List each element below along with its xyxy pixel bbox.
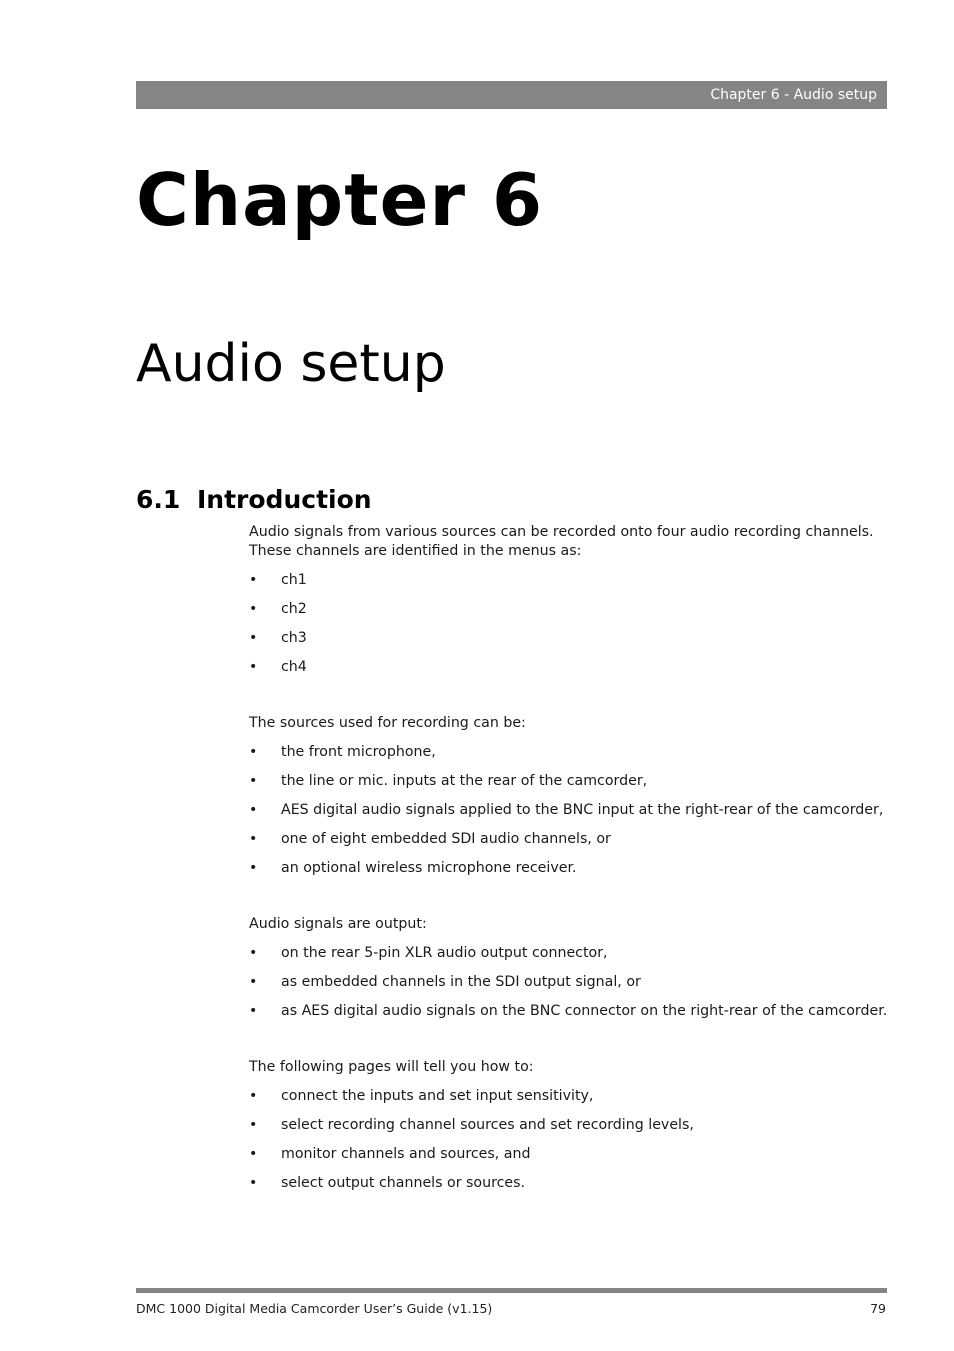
list-item: • connect the inputs and set input sensitivity, bbox=[249, 1088, 594, 1104]
bullet-icon: • bbox=[249, 1146, 258, 1162]
bullet-icon: • bbox=[249, 974, 258, 990]
list-item: • an optional wireless microphone receiver. bbox=[249, 860, 577, 876]
list-item: • as embedded channels in the SDI output signal, or bbox=[249, 974, 641, 990]
bullet-icon: • bbox=[249, 802, 258, 818]
list-item: • the front microphone, bbox=[249, 744, 436, 760]
list-item: • AES digital audio signals applied to the BNC input at the right-rear of the camcorder, bbox=[249, 802, 884, 818]
chapter-subtitle: Audio setup bbox=[136, 334, 446, 394]
paragraph: Audio signals are output: bbox=[249, 916, 427, 932]
bullet-icon: • bbox=[249, 1003, 258, 1019]
bullet-icon: • bbox=[249, 744, 258, 760]
section-body bbox=[249, 523, 889, 1193]
paragraph: Audio signals from various sources can be recorded onto four audio recording channels. These channels are identified in the menus as: bbox=[249, 524, 874, 559]
list-item: • the line or mic. inputs at the rear of the camcorder, bbox=[249, 773, 648, 789]
bullet-icon: • bbox=[249, 831, 258, 847]
list-item: • one of eight embedded SDI audio channels, or bbox=[249, 831, 611, 847]
list-item: • monitor channels and sources, and bbox=[249, 1146, 531, 1162]
bullet-icon: • bbox=[249, 572, 258, 588]
section-number: 6.1 bbox=[136, 485, 181, 514]
footer-rule bbox=[136, 1288, 887, 1293]
bullet-icon: • bbox=[249, 945, 258, 961]
chapter-title: Chapter 6 bbox=[136, 158, 544, 242]
bullet-icon: • bbox=[249, 773, 258, 789]
running-header-bar bbox=[136, 81, 887, 109]
bullet-list bbox=[249, 944, 889, 1021]
section-title: Introduction bbox=[197, 485, 372, 514]
list-item: • select recording channel sources and set recording levels, bbox=[249, 1117, 694, 1133]
section-heading bbox=[136, 485, 372, 514]
paragraph: The following pages will tell you how to: bbox=[249, 1059, 534, 1075]
bullet-icon: • bbox=[249, 1088, 258, 1104]
paragraph: The sources used for recording can be: bbox=[249, 715, 526, 731]
bullet-icon: • bbox=[249, 601, 258, 617]
bullet-icon: • bbox=[249, 1117, 258, 1133]
list-item: • on the rear 5-pin XLR audio output connector, bbox=[249, 945, 608, 961]
list-item: • ch3 bbox=[249, 630, 307, 646]
list-item: • select output channels or sources. bbox=[249, 1175, 526, 1191]
bullet-icon: • bbox=[249, 630, 258, 646]
bullet-list bbox=[249, 1087, 889, 1193]
bullet-icon: • bbox=[249, 860, 258, 876]
list-item: • ch2 bbox=[249, 601, 307, 617]
bullet-list bbox=[249, 743, 889, 878]
list-item: • ch4 bbox=[249, 659, 307, 675]
running-header-title: Chapter 6 - Audio setup bbox=[710, 87, 877, 103]
list-item: • ch1 bbox=[249, 572, 307, 588]
list-item: • as AES digital audio signals on the BNC connector on the right-rear of the camcorder. bbox=[249, 1003, 888, 1019]
bullet-icon: • bbox=[249, 659, 258, 675]
footer-document-title: DMC 1000 Digital Media Camcorder User’s Guide (v1.15) bbox=[136, 1301, 493, 1316]
bullet-list bbox=[249, 571, 889, 677]
footer-page-number: 79 bbox=[870, 1301, 886, 1316]
bullet-icon: • bbox=[249, 1175, 258, 1191]
